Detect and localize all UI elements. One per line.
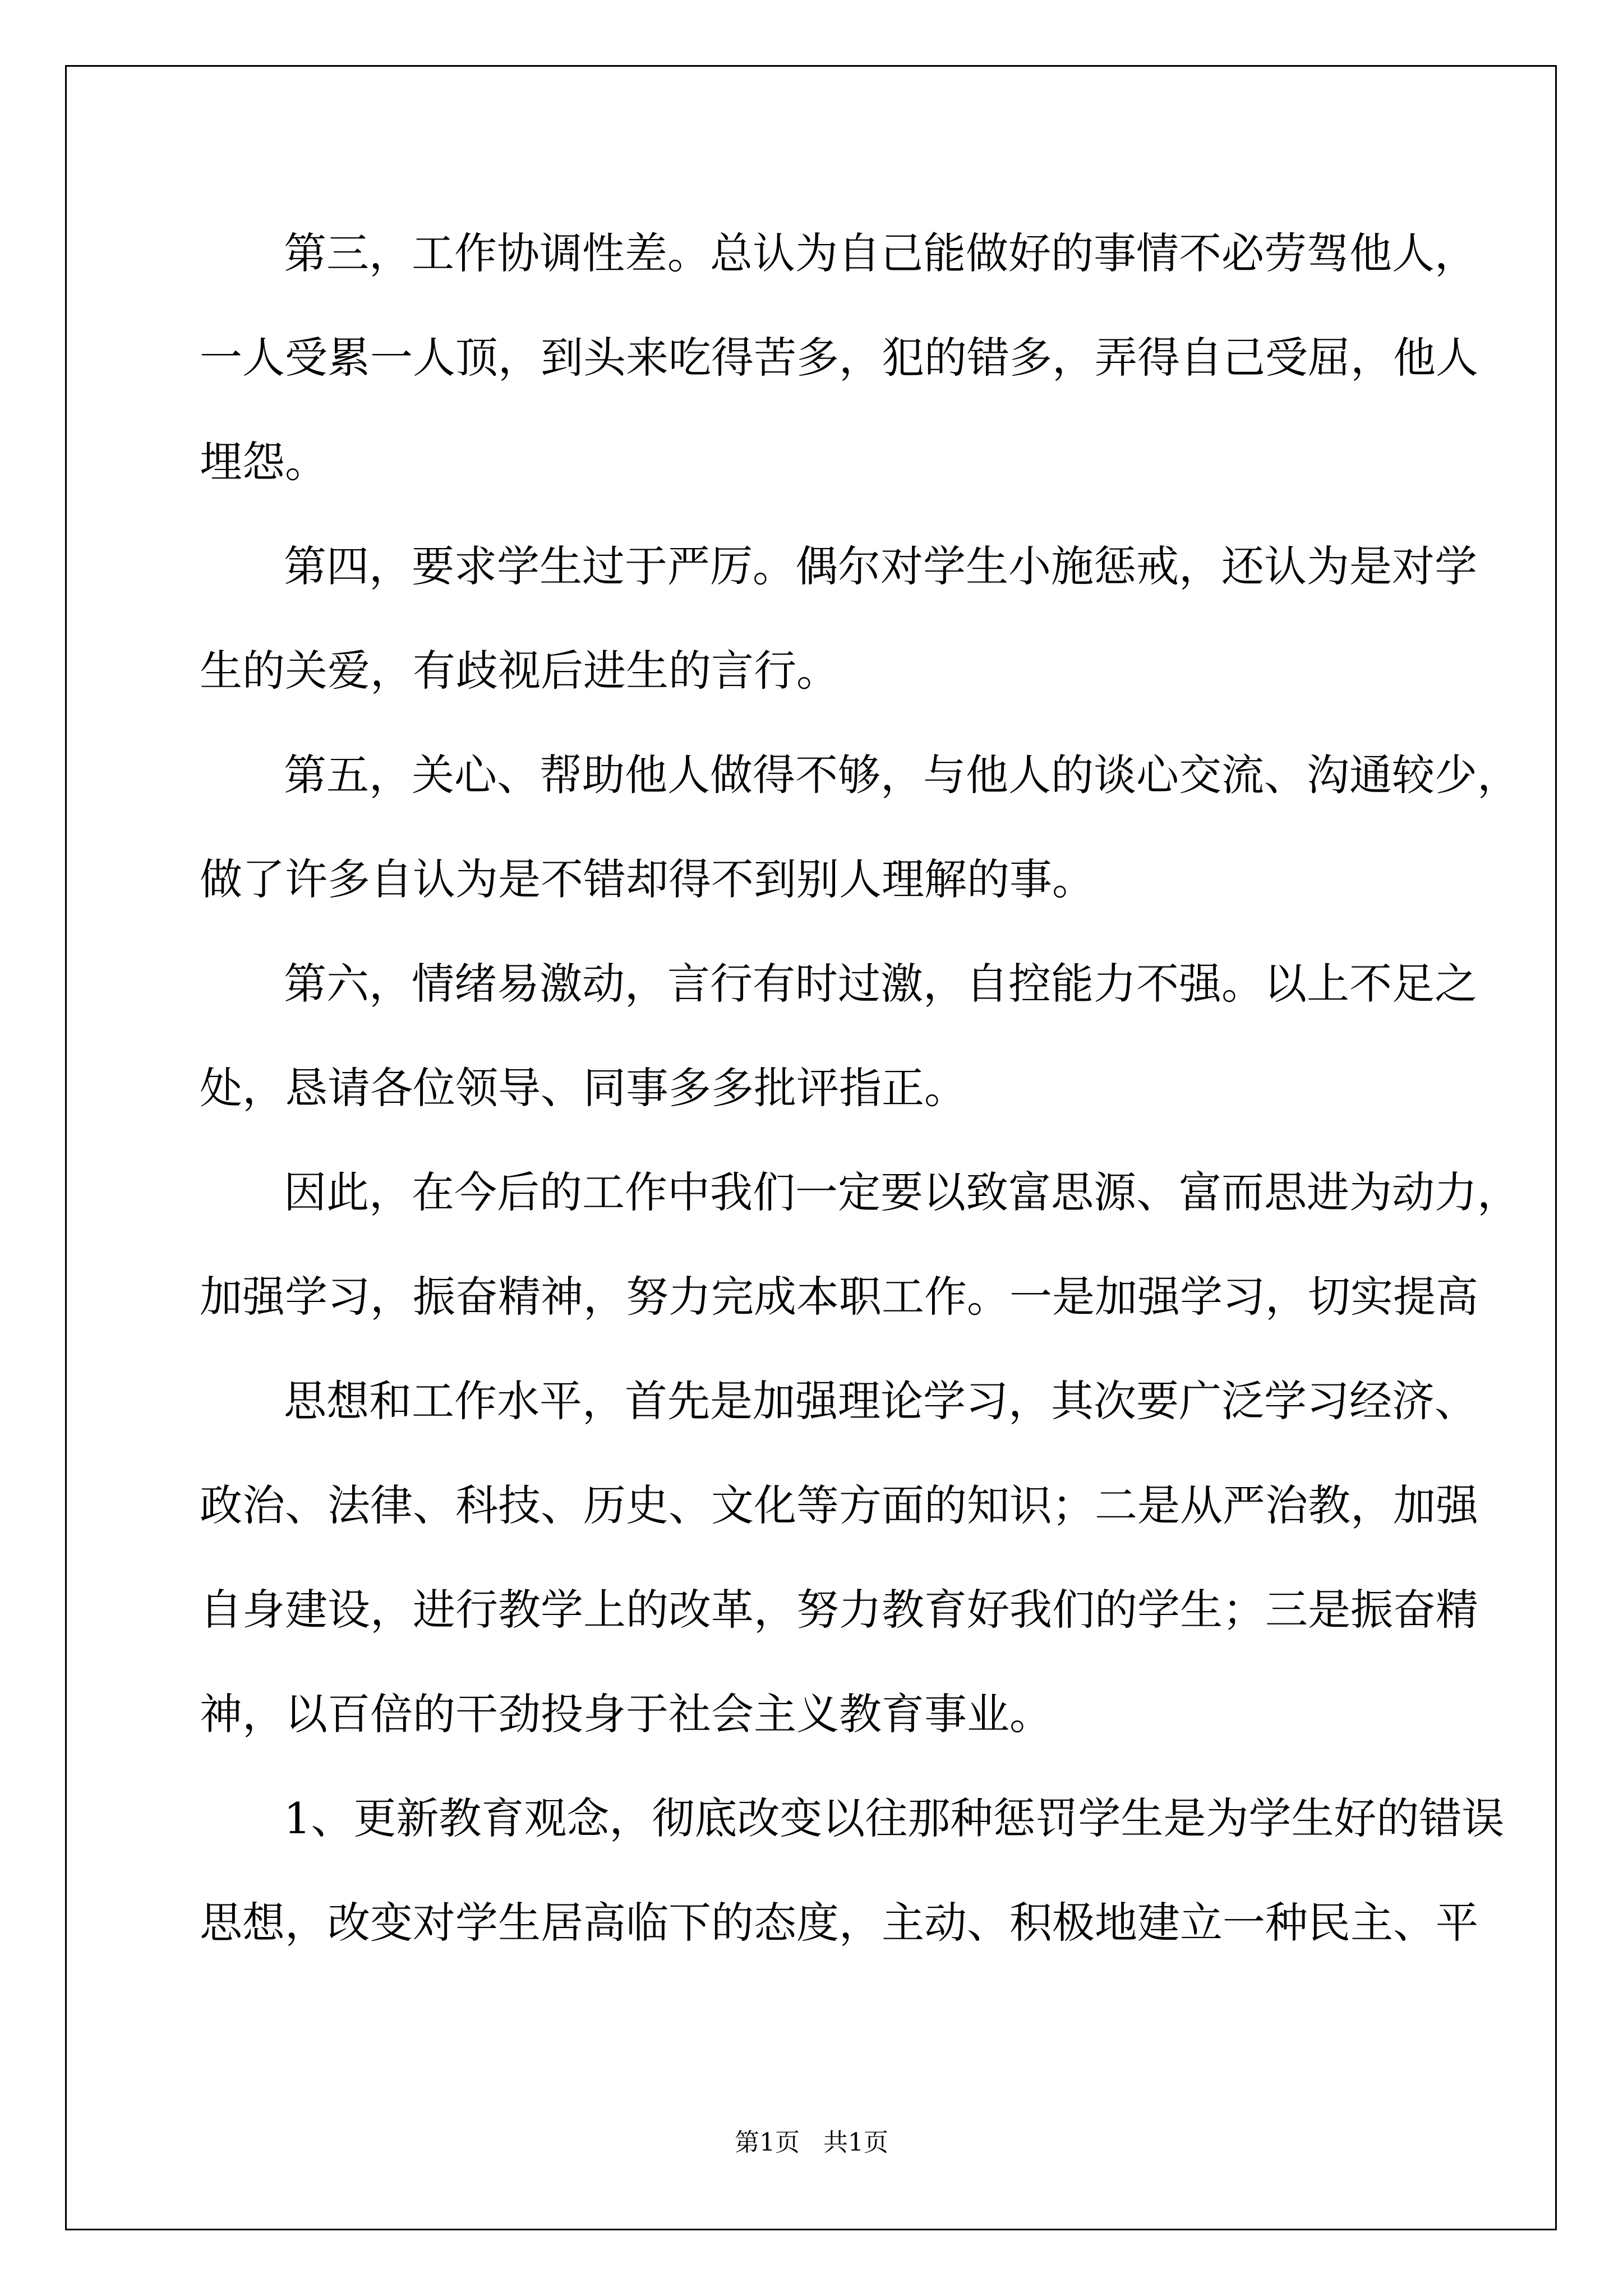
text-line: 第五，关心、帮助他人做得不够，与他人的谈心交流、沟通较少， [284,750,1520,800]
page-number-footer: 第1页 共1页 [735,2128,888,2157]
text-line: 思想和工作水平，首先是加强理论学习，其次要广泛学习经济、 [284,1376,1477,1426]
text-line: 1、更新教育观念，彻底改变以往那种惩罚学生是为学生好的错误 [284,1793,1505,1843]
text-line: 处，恳请各位领导、同事多多批评指正。 [200,1063,967,1113]
text-line: 做了许多自认为是不错却得不到别人理解的事。 [200,854,1095,904]
text-line: 政治、法律、科技、历史、文化等方面的知识；二是从严治教，加强 [200,1480,1478,1530]
text-line: 第四，要求学生过于严厉。偶尔对学生小施惩戒，还认为是对学 [284,541,1477,591]
text-line: 埋怨。 [200,437,328,487]
text-line: 神，以百倍的干劲投身于社会主义教育事业。 [200,1689,1052,1739]
text-line: 因此，在今后的工作中我们一定要以致富思源、富而思进为动力， [284,1167,1520,1217]
text-line: 第六，情绪易激动，言行有时过激，自控能力不强。以上不足之 [284,959,1477,1009]
text-line: 第三，工作协调性差。总认为自己能做好的事情不必劳驾他人， [284,228,1477,278]
text-line: 加强学习，振奋精神，努力完成本职工作。一是加强学习，切实提高 [200,1272,1478,1322]
text-line: 生的关爱，有歧视后进生的言行。 [200,646,839,696]
text-line: 自身建设，进行教学上的改革，努力教育好我们的学生；三是振奋精 [200,1585,1478,1635]
text-line: 一人受累一人顶，到头来吃得苦多，犯的错多，弄得自己受屈，他人 [200,333,1478,383]
text-line: 思想，改变对学生居高临下的态度，主动、积极地建立一种民主、平 [200,1898,1478,1948]
